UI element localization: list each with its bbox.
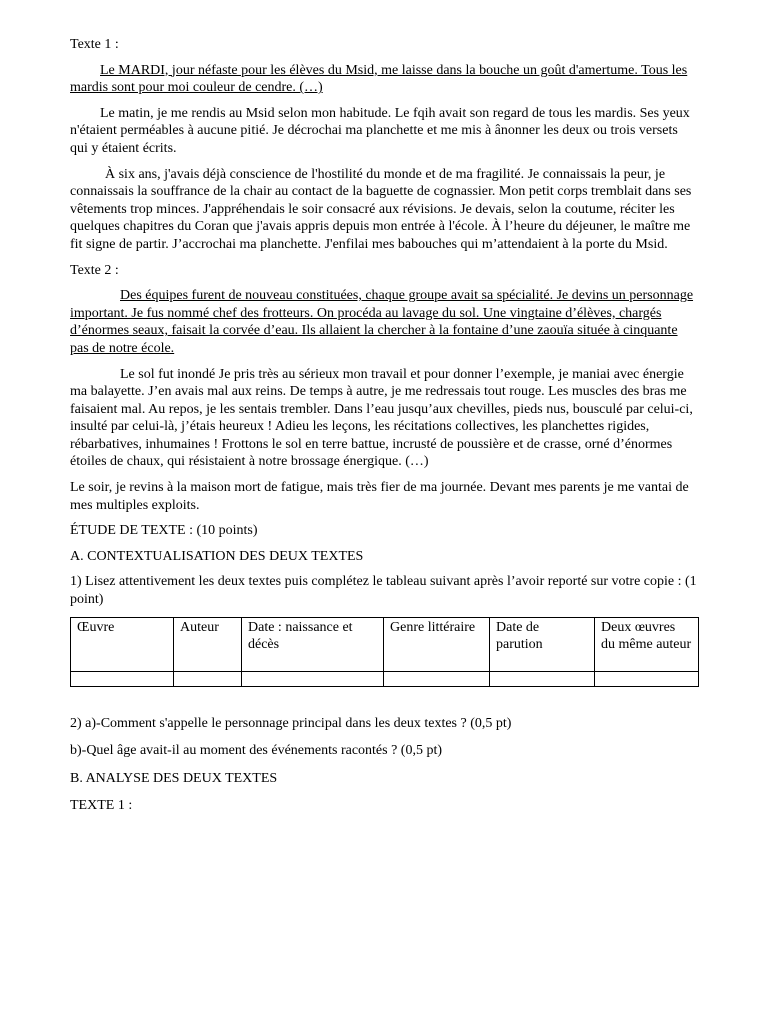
texte1-intro: Le MARDI, jour néfaste pour les élèves du Msid, me laisse dans la bouche un goût d'amertume. Tous les mardis sont pour moi couleur de cendre. (…) [70,62,688,96]
table-cell [490,671,595,686]
table-cell [174,671,242,686]
table-header-cell: Date : naissance et décès [242,617,384,671]
table-header-cell: Auteur [174,617,242,671]
question-1: 1) Lisez attentivement les deux textes puis complétez le tableau suivant après l’avoir reporté sur votre copie : (1 point) [70,574,697,608]
table-row [71,671,699,686]
table-header-row [71,617,699,671]
table-header-cell: Date de parution [490,617,595,671]
table-cell [595,671,699,686]
table-header-cell: Genre littéraire [384,617,490,671]
document-page [70,36,698,823]
texte2-paragraph-2: Le soir, je revins à la maison mort de fatigue, mais très fier de ma journée. Devant mes parents je me vantai de mes multiples exploits. [70,480,689,513]
texte2-paragraph-1: Le sol fut inondé Je pris très au sérieux mon travail et pour donner l’exemple, je maniai avec énergie ma balayette. J’en avais mal aux reins. De temps à autre, je me redressais tout rouge. Les muscles des bras me faisaient mal. Au repos, je les sentais trembler. Dans l’eau jusqu’aux chevilles, pieds nus, bousculé par celui-ci, insulté par celui-là, j’étais heureux ! Adieu les leçons, les récitations collectives, les planchettes rigides, rébarbatives, inhumaines ! Frottons le sol en terre battue, incrusté de poussière et de crasse, orné d’énormes étoiles de chaux, qui résistaient à notre brossage énergique. (…) [70,366,693,470]
question-2a: 2) a)-Comment s'appelle le personnage principal dans les deux textes ? (0,5 pt) [70,715,512,731]
table-header-cell: Œuvre [71,617,174,671]
texte2-label: Texte 2 : [70,262,119,278]
table-cell [384,671,490,686]
table-header-cell: Deux œuvres du même auteur [595,617,699,671]
texte1-analysis-label: TEXTE 1 : [70,798,133,814]
texte1-paragraph-1: Le matin, je me rendis au Msid selon mon habitude. Le fqih avait son regard de tous les mardis. Ses yeux n'étaient perméables à aucune pitié. Je décrochai ma planchette et me mis à ânonner les deux ou trois versets qui y étaient écrits. [70,105,690,156]
texte2-intro: Des équipes furent de nouveau constituées, chaque groupe avait sa spécialité. Je devins un personnage important. Je fus nommé chef des frotteurs. On procéda au lavage du sol. Une vingtaine d’élèves, chargés d’énormes seaux, faisait la corvée d’eau. Ils allaient la chercher à la fontaine d’une zaouïa située à cinquante pas de notre école. [70,288,694,356]
etude-title: ÉTUDE DE TEXTE : (10 points) [70,523,258,539]
section-b-heading: B. ANALYSE DES DEUX TEXTES [70,770,278,786]
answer-table [70,617,699,687]
texte1-paragraph-2: À six ans, j'avais déjà conscience de l'hostilité du monde et de ma fragilité. Je connaissais la peur, je connaissais la souffrance de la chair au contact de la baguette de cognassier. Mon petit corps tremblait dans ses vêtements trop minces. J'appréhendais le soir consacré aux révisions. Je devais, selon la coutume, réciter les quelques chapitres du Coran que j'avais appris depuis mon entrée à l'école. À l’heure du déjeuner, le maître me fit signe de partir. J’accrochai ma planchette. J'enfilai mes babouches qui m’attendaient à la porte du Msid. [70,166,692,252]
section-a-heading: A. CONTEXTUALISATION DES DEUX TEXTES [70,548,364,564]
table-cell [242,671,384,686]
question-2b: b)-Quel âge avait-il au moment des événements racontés ? (0,5 pt) [70,743,443,759]
texte1-label: Texte 1 : [70,37,119,52]
table-cell [71,671,174,686]
